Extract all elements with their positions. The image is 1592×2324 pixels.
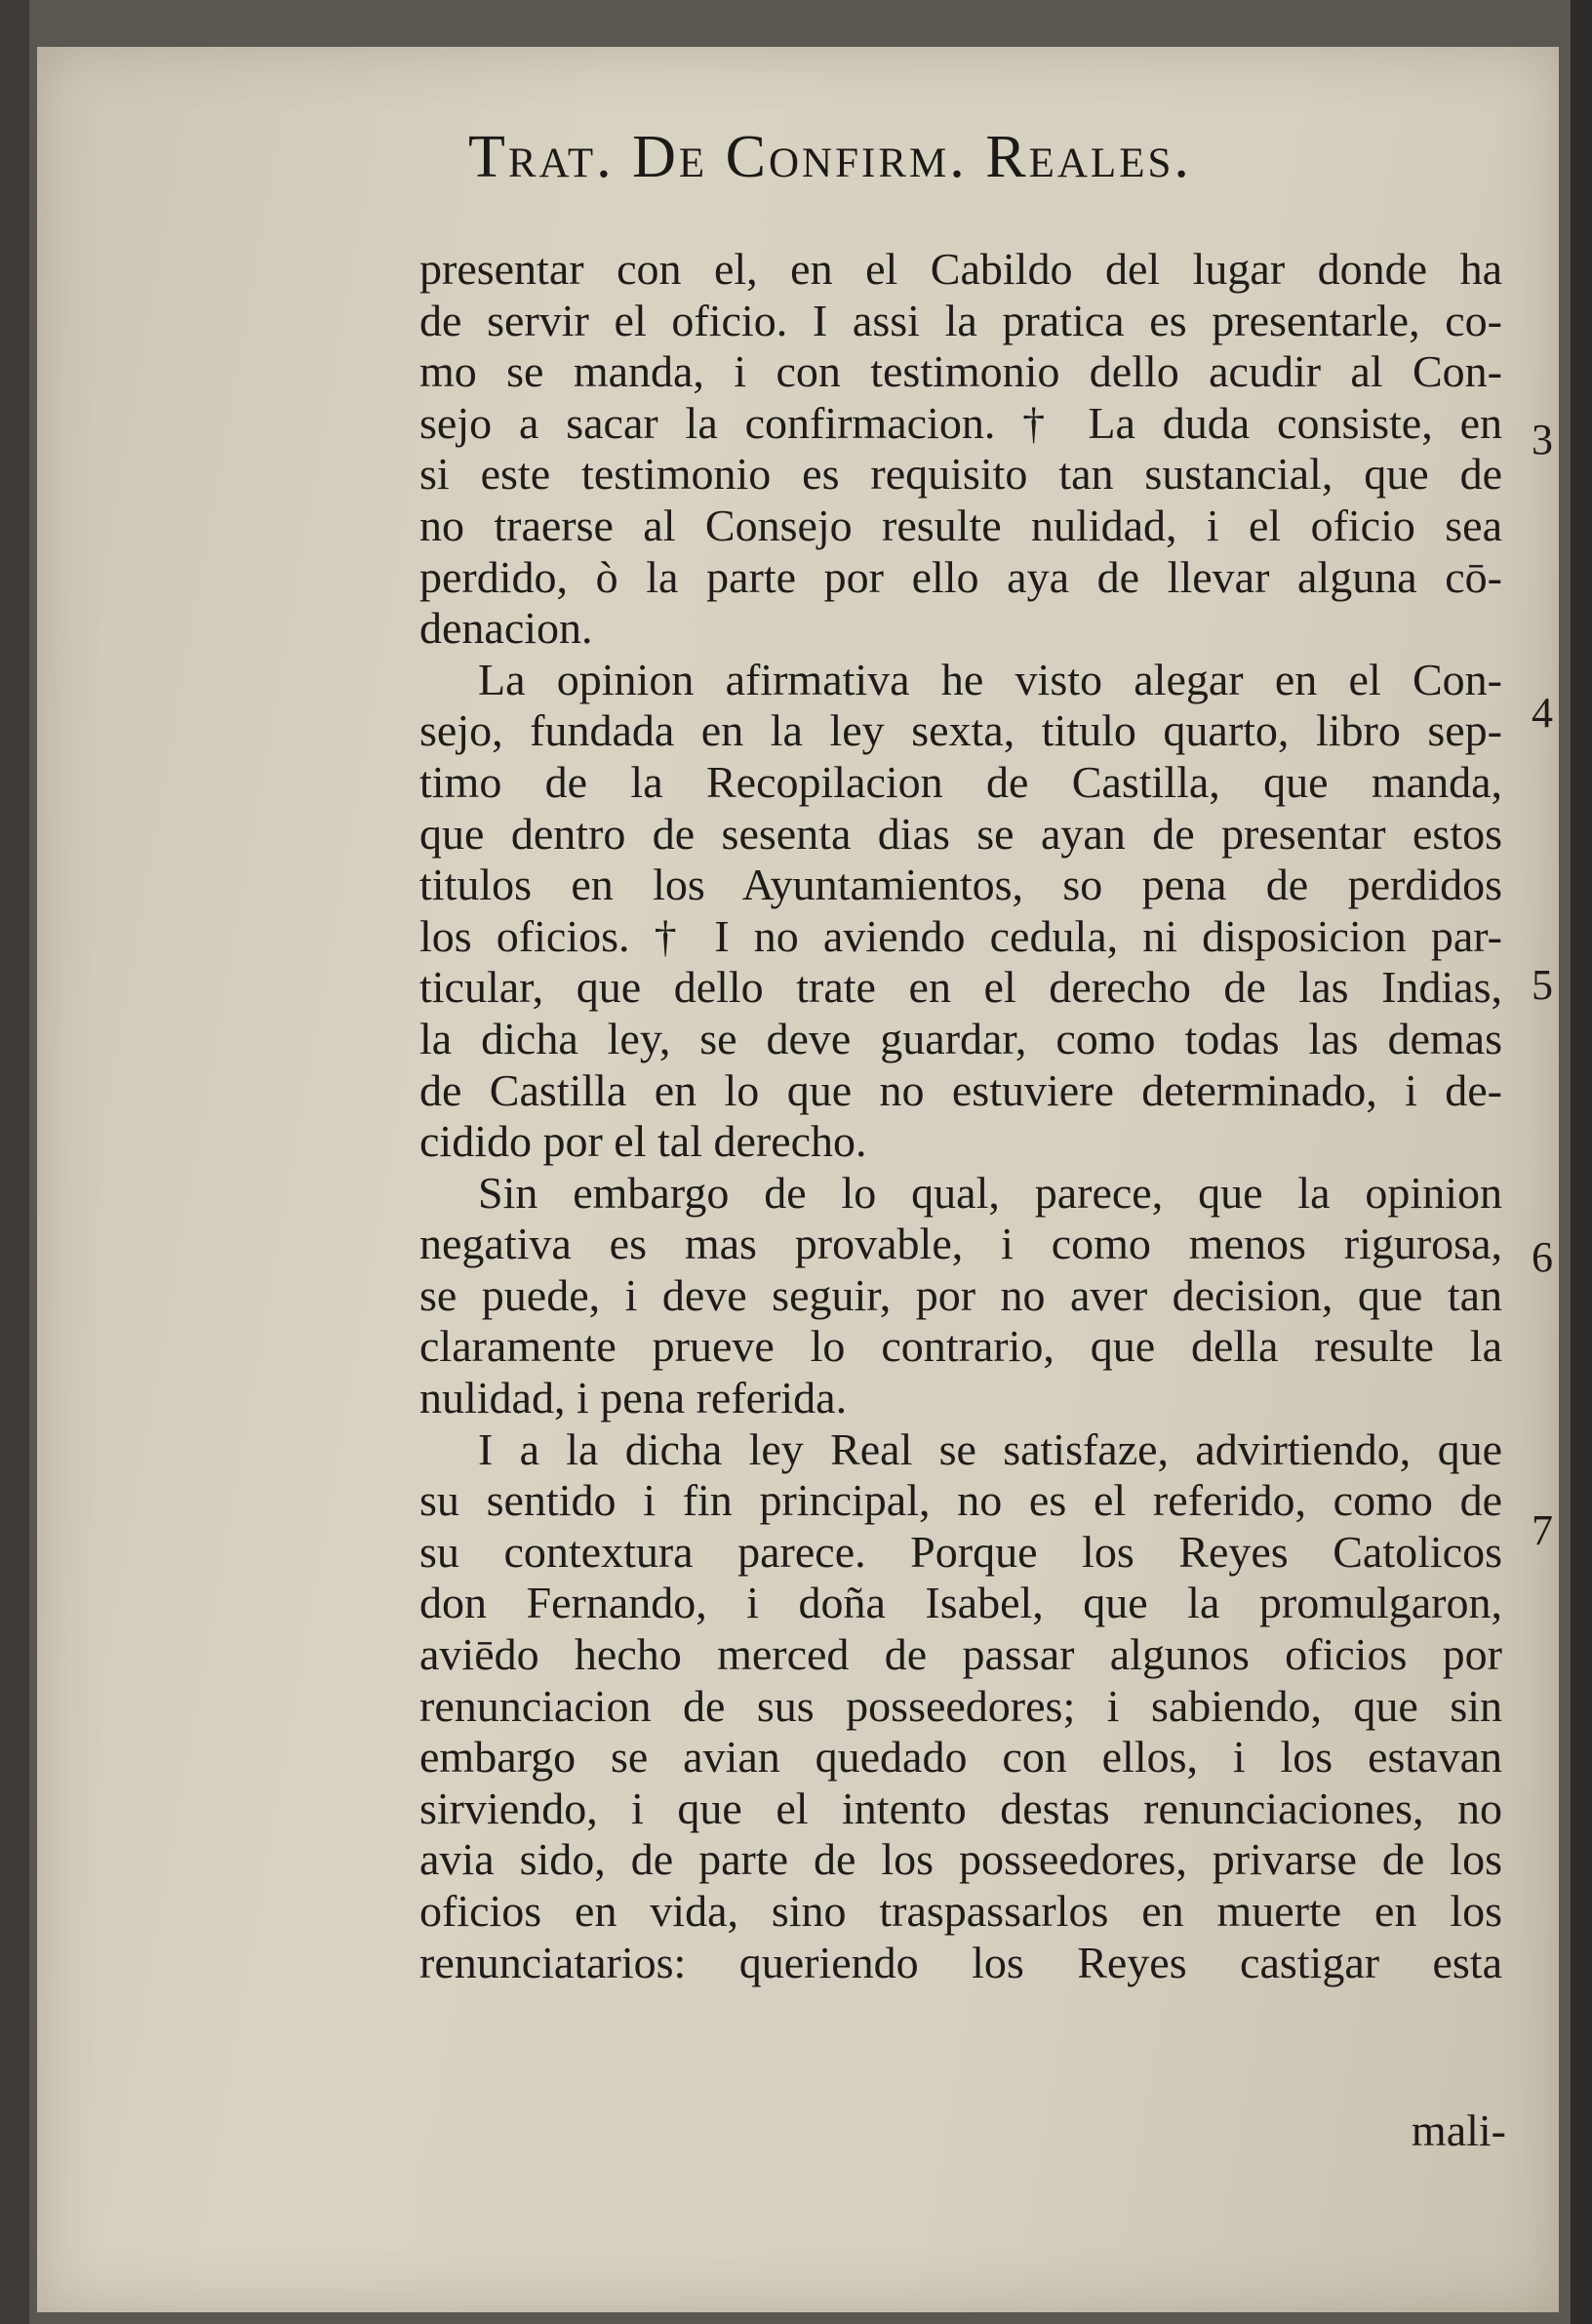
marginal-number: 5 — [1532, 961, 1553, 1009]
scan-background-left — [0, 0, 29, 2324]
marginal-number: 6 — [1532, 1233, 1553, 1281]
text-line: perdido, ò la parte por ello aya de llevar alguna cō- — [419, 551, 1502, 602]
text-line: nulidad, i pena referida. — [419, 1373, 848, 1423]
text-line: renunciacion de sus posseedores; i sabiendo, que sin — [419, 1680, 1502, 1731]
text-line: cidido por el tal derecho. — [419, 1116, 867, 1167]
text-line: de Castilla en lo que no estuviere determinado, i de- — [419, 1064, 1502, 1115]
scan-background-right — [1571, 0, 1592, 2324]
text-line: claramente prueve lo contrario, que della resulte la — [419, 1321, 1502, 1372]
text-line: si este testimonio es requisito tan sustancial, que de — [419, 449, 1502, 500]
text-line: timo de la Recopilacion de Castilla, que manda, — [419, 756, 1502, 807]
text-line: mo se manda, i con testimonio dello acudir al Con- — [419, 346, 1502, 397]
text-line: embargo se avian quedado con ellos, i los estavan — [419, 1732, 1502, 1783]
text-line: se puede, i deve seguir, por no aver decision, que tan — [419, 1269, 1502, 1320]
text-line: sejo, fundada en la ley sexta, titulo quarto, libro sep- — [419, 705, 1502, 756]
text-line: avia sido, de parte de los posseedores, privarse de los — [419, 1834, 1502, 1885]
text-line: aviēdo hecho merced de passar algunos oficios por — [419, 1629, 1502, 1680]
text-line: Sin embargo de lo qual, parece, que la opinion — [478, 1167, 1502, 1218]
text-line: sirviendo, i que el intento destas renunciaciones, no — [419, 1783, 1502, 1833]
text-line: que dentro de sesenta dias se ayan de presentar estos — [419, 808, 1502, 859]
running-title: Trat. De Confirm. Reales. — [468, 124, 1192, 190]
text-line: presentar con el, en el Cabildo del lugar donde ha — [419, 244, 1502, 294]
text-line: oficios en vida, sino traspassarlos en muerte en los — [419, 1886, 1502, 1936]
marginal-number: 4 — [1532, 689, 1553, 737]
marginal-number: 7 — [1532, 1506, 1553, 1554]
text-line: su sentido i fin principal, no es el referido, como de — [419, 1475, 1502, 1526]
text-line: su contextura parece. Porque los Reyes Catolicos — [419, 1526, 1502, 1577]
text-line: titulos en los Ayuntamientos, so pena de perdidos — [419, 860, 1502, 910]
text-line: negativa es mas provable, i como menos rigurosa, — [419, 1219, 1502, 1269]
text-line: denacion. — [419, 603, 593, 654]
text-line: no traerse al Consejo resulte nulidad, i el oficio sea — [419, 500, 1502, 550]
text-line: de servir el oficio. I assi la pratica es presentarle, co- — [419, 295, 1502, 345]
text-line: ticular, que dello trate en el derecho de las Indias, — [419, 962, 1502, 1013]
catchword: mali- — [1411, 2105, 1506, 2155]
text-line: los oficios. † I no aviendo cedula, ni disposicion par- — [419, 910, 1502, 961]
text-line: don Fernando, i doña Isabel, que la promulgaron, — [419, 1578, 1502, 1628]
body-text — [419, 244, 1502, 1988]
text-line: la dicha ley, se deve guardar, como todas las demas — [419, 1013, 1502, 1063]
text-line: sejo a sacar la confirmacion. † La duda consiste, en — [419, 397, 1502, 448]
text-line: I a la dicha ley Real se satisfaze, advirtiendo, que — [478, 1423, 1502, 1474]
marginal-number: 3 — [1532, 416, 1553, 463]
text-line: renunciatarios: queriendo los Reyes castigar esta — [419, 1937, 1502, 1987]
text-line: La opinion afirmativa he visto alegar en el Con- — [478, 654, 1502, 704]
